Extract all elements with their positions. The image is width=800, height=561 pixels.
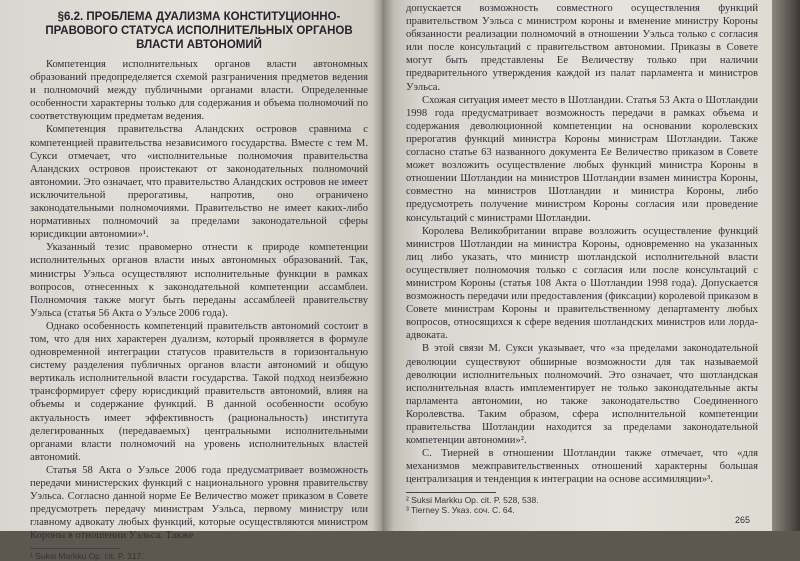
footnote-rule	[30, 548, 120, 549]
paragraph: Схожая ситуация имеет место в Шотландии. Статья 53 Акта о Шотландии 1998 года предусматривает возможность передачи в рамках объема и содержания деволюционной компетенции на основании королевских прерогатив функций министра Короны министрам Шотландии. Также согласно статье 63 названного документа Ее Величество приказом в Совете может возложить осуществление любых функций министра Короны в отношении Шотландии на министров Шотландии взамен министра Короны, совместно на министров Шотландии и министра Короны, либо предусмотреть получение министром Короны согласия или проведение консультаций с министрами Шотландии.	[406, 94, 758, 224]
footnote: ³ Tierney S. Указ. соч. С. 64.	[406, 505, 515, 516]
paragraph: Компетенция правительства Аландских островов сравнима с компетенцией правительства независимого государства. Вместе с тем М. Сукси отмечает, что «исполнительные полномочия правительства Аландских островов проистекают от законодательных полномочий автономии. Это означает, что правительство Аландских островов не имеет исключительной прерогативы, напротив, оно ограничено законодательными полномочиями. Правительство не имеет каких-либо нормативных полномочий за пределами законодательной сферы юрисдикции автономии»¹.	[30, 124, 368, 241]
footnote: ¹ Suksi Markku Op. cit. P. 317.	[30, 551, 144, 561]
footnote-rule	[406, 492, 496, 493]
paragraph: Однако особенность компетенций правительств автономий состоит в том, что для них характерен дуализм, который проявляется в формуле одновременной интеграции статусов правительств в горизонтальную систему разделения публичных органов власти автономий и общую вертикаль исполнительной власти государства. Такой подход неизбежно трансформирует сферу юрисдикций правительств автономий, влияя на объемы и содержание функций. В данной особенности особую актуальность имеет эффективность (рациональность) института делегированных (передаваемых) центральными исполнительными органами власти полномочий на уровень исполнительных властей автономий.	[30, 320, 368, 463]
section-heading: §6.2. ПРОБЛЕМА ДУАЛИЗМА КОНСТИТУЦИОННО-ПРАВОВОГО СТАТУСА ИСПОЛНИТЕЛЬНЫХ ОРГАНОВ ВЛАСТИ АВТОНОМИЙ	[45, 11, 353, 51]
page-number: 265	[734, 515, 750, 525]
paragraph: В этой связи М. Сукси указывает, что «за пределами законодательной деволюции существуют обширные возможности для так называемой деволюции исполнительных полномочий. Это означает, что шотландская исполнительная власть имплементирует не только законодательные акты парламента автономии, но также законодательство Соединенного Королевства. Таким образом, сфера исполнительной компетенции правительства Шотландии находится за пределами законодательной компетенции автономии»².	[406, 343, 758, 447]
paragraph: Указанный тезис правомерно отнести к природе компетенции исполнительных органов власти иных автономных образований. Так, министры Уэльса осуществляют исполнительные функции в рамках вопросов, отнесенных к законодательной компетенции ассамблеи. Полномочия также могут быть переданы ассамблеей правительству Уэльса (статья 56 Акта о Уэльсе 2006 года).	[30, 242, 368, 319]
paragraph: допускается возможность совместного осуществления функций правительством Уэльса с министром короны и вменение министру Короны обязанности реализации полномочий в отношении Уэльса только с согласия или после консультаций с правительством автономии. Приказы в Совете могут быть представлены Ее Величеству только при наличии предварительного утверждения каждой из палат парламента и министров Уэльса.	[406, 3, 758, 93]
right-page	[382, 0, 772, 531]
paragraph: Статья 58 Акта о Уэльсе 2006 года предусматривает возможность передачи министерских функций с национального уровня правительству Уэльса. Согласно данной норме Ее Величество может приказом в Совете предусмотреть передачу министрам Уэльса, первому министру или главному адвокату любых функций, которые осуществляются министром Короны в отношении Уэльса. Также	[30, 464, 368, 542]
paragraph: Королева Великобритании вправе возложить осуществление функций министров Шотландии на министра Короны, одновременно на указанных лиц либо указать, что министр шотландской исполнительной власти осуществляет полномочия только с согласия или после консультаций с министром Короны (статья 108 Акта о Шотландии 1998 года). Допускается возможность передачи или предоставления (фиксации) королевой приказом в Совете министрам Короны и правительственному департаменту любых вопросов, относящихся к сфере ведения шотландских министров или лорда-адвоката.	[406, 225, 758, 342]
book-edge	[772, 0, 800, 531]
paragraph: С. Тиерней в отношении Шотландии также отмечает, что «для механизмов межправительственных отношений характерны большая централизация и тенденция к интеграции на основе ассимиляции»³.	[406, 448, 758, 486]
paragraph: Компетенция исполнительных органов власти автономных образований предопределяется схемой разграничения предметов ведения и полномочий между публичными органами власти. Определенные особенности характерны только для содержания и объема полномочий по соответствующим предметам ведения.	[30, 59, 368, 123]
left-page	[0, 0, 382, 561]
footnote: ² Suksi Markku Op. cit. P. 528, 538.	[406, 495, 539, 506]
book-gutter	[372, 0, 394, 531]
